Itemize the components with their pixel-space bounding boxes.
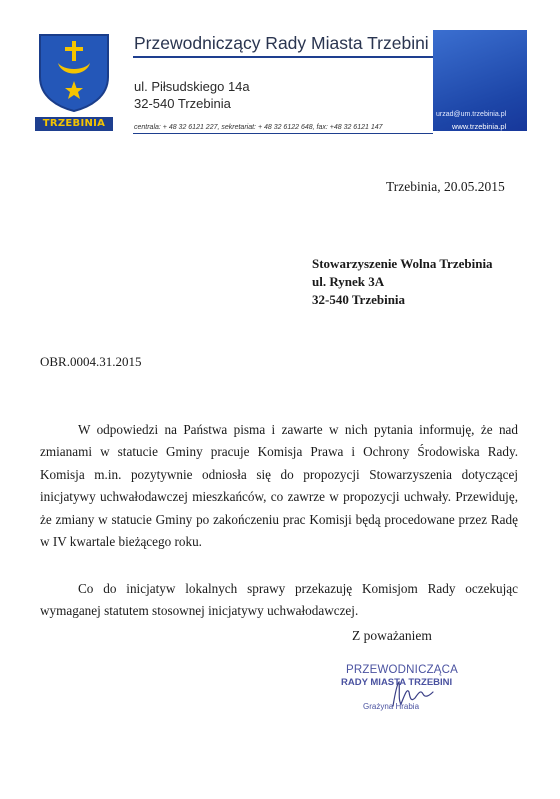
coat-of-arms-icon bbox=[38, 33, 110, 113]
recipient-city: 32-540 Trzebinia bbox=[312, 292, 406, 307]
reference-number: OBR.0004.31.2015 bbox=[40, 354, 142, 369]
header-rule bbox=[133, 56, 433, 58]
header-contact-numbers: centrala: + 48 32 6121 227, sekretariat: + 48 32 6122 648, fax: +48 32 6121 147 bbox=[134, 124, 383, 131]
header-address-street: ul. Piłsudskiego 14a bbox=[134, 79, 250, 94]
crest-label: TRZEBINIA bbox=[35, 117, 113, 131]
recipient-name: Stowarzyszenie Wolna Trzebinia bbox=[312, 256, 493, 271]
header-address-city: 32-540 Trzebinia bbox=[134, 96, 231, 111]
closing-phrase: Z poważaniem bbox=[352, 628, 432, 643]
header-bottom-rule bbox=[133, 133, 433, 134]
letter-date: Trzebinia, 20.05.2015 bbox=[386, 179, 505, 194]
recipient-street: ul. Rynek 3A bbox=[312, 274, 385, 289]
body-paragraph: Co do inicjatyw lokalnych sprawy przekazuję Komisjom Rady oczekując wymaganej statutem stosownej inicjatywy uchwałodawczej. bbox=[40, 581, 518, 619]
stamp-council: RADY MIASTA TRZEBINI bbox=[341, 677, 453, 688]
body-paragraph: W odpowiedzi na Państwa pisma i zawarte w nich pytania informuję, że nad zmianami w statucie Gminy pracuje Komisja Prawa i Ochrony Środowiska Rady. Komisja m.in. pozytywnie odniosła się do propozycji Stowarzyszenia dotyczącej inicjatywy uchwałodawczej mieszkańców, co zawrze w propozycji uchwały. Przewiduję, że zmiany w statucie Gminy po zakończeniu prac Komisji będą procedowane przez Radę w IV kwartale bieżącego roku. bbox=[40, 422, 518, 550]
header-website: www.trzebinia.pl bbox=[452, 122, 507, 131]
signatory-name: Grażyna Hrabia bbox=[363, 702, 420, 711]
stamp-title: PRZEWODNICZĄCA bbox=[346, 664, 459, 676]
org-title: Przewodniczący Rady Miasta Trzebini bbox=[134, 33, 429, 53]
header-email: urzad@um.trzebinia.pl bbox=[436, 111, 507, 118]
